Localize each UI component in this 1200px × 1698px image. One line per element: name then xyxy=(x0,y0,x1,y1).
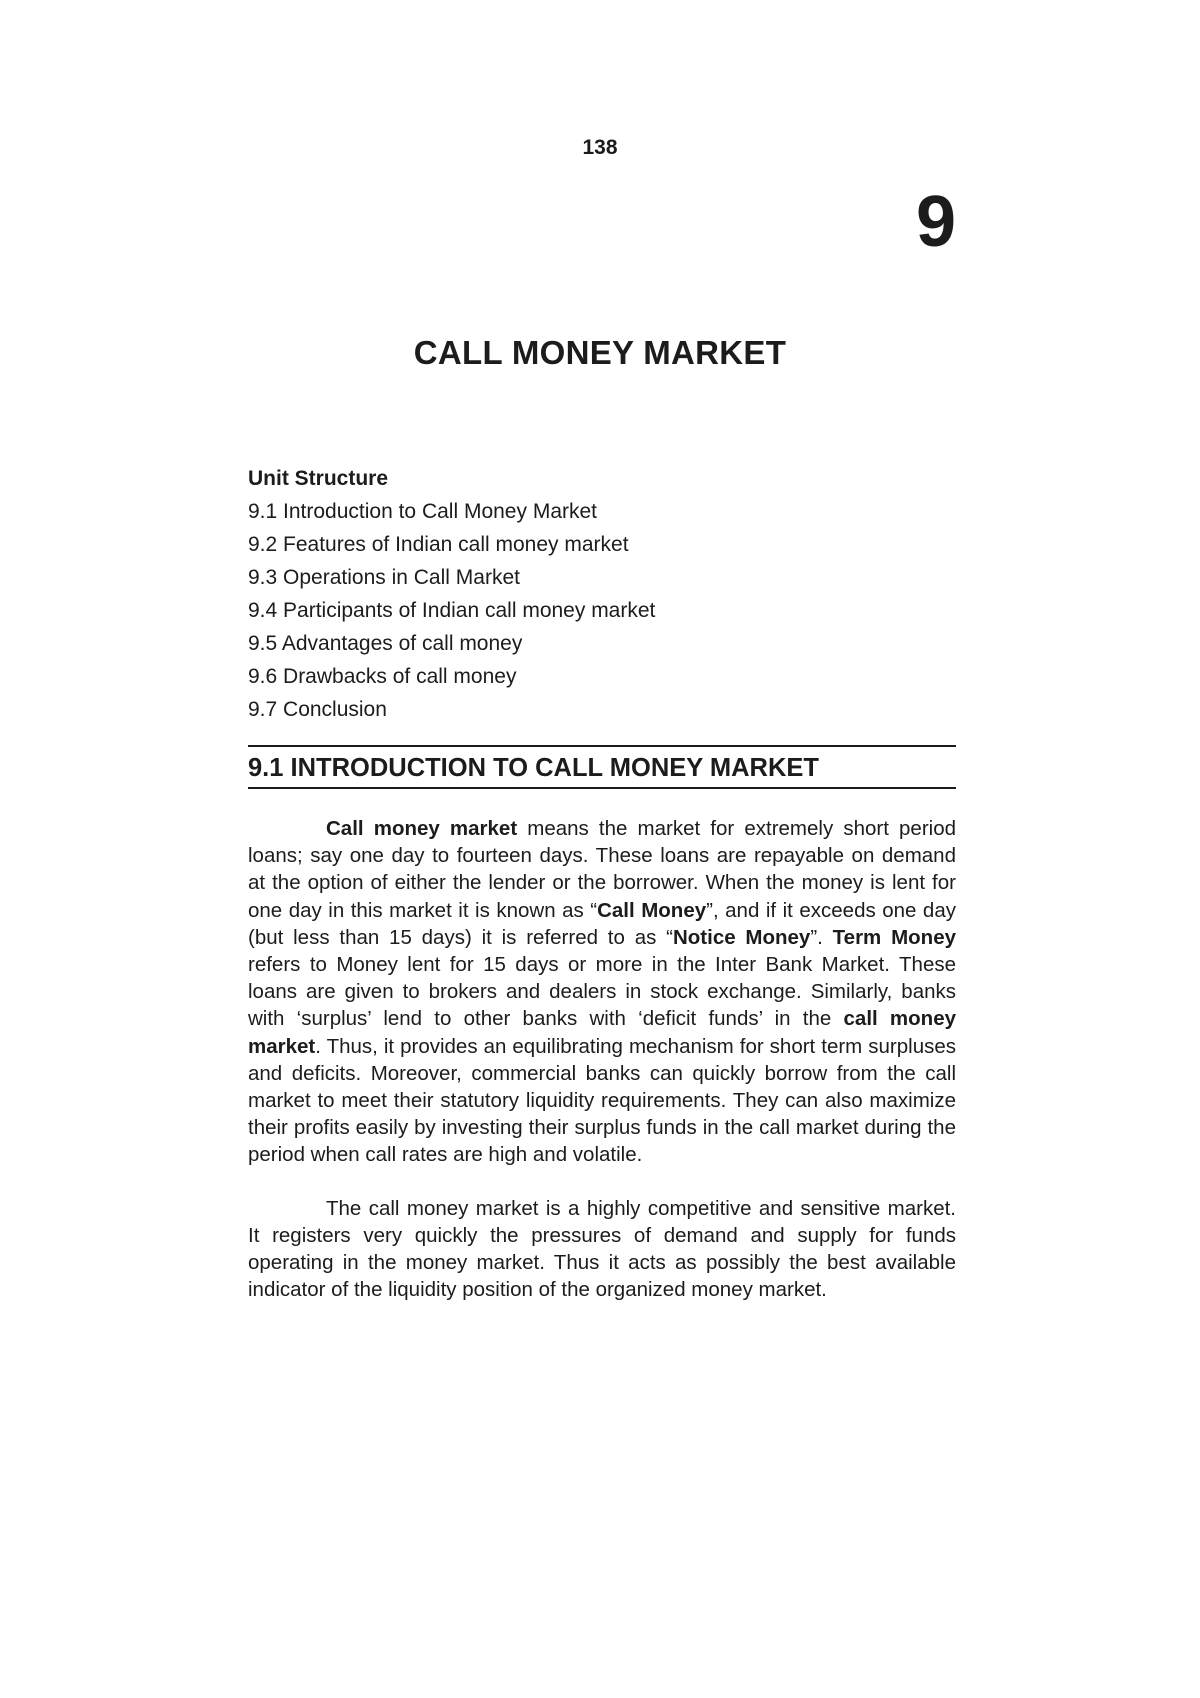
section-heading: 9.1 INTRODUCTION TO CALL MONEY MARKET xyxy=(248,745,956,789)
paragraph-text: refers to Money lent for 15 days or more in the Inter Bank Market. These loans are given to brokers and dealers in stock exchange. Similarly, banks with ‘surplus’ lend to other banks with ‘deficit funds’ in the xyxy=(248,953,956,1031)
bold-term: Notice Money xyxy=(672,925,811,949)
paragraph-text: ”, and if it exceeds one day (but less than 15 days) it is referred to as “ xyxy=(248,898,956,949)
paragraph-text: ”. xyxy=(810,925,833,949)
body-paragraph xyxy=(248,815,956,1169)
unit-structure-item: 9.1 Introduction to Call Money Market xyxy=(248,500,598,523)
unit-structure-item: 9.7 Conclusion xyxy=(248,698,387,721)
unit-structure-item: 9.6 Drawbacks of call money xyxy=(248,665,517,688)
paragraph-text: . Thus, it provides an equilibrating mechanism for short term surpluses and deficits. Moreover, commercial banks can quickly borrow from the call market to meet their statutory liquidity requirements. They can also maximize their profits easily by investing their surplus funds in the call market during the period when call rates are high and volatile. xyxy=(248,1034,956,1167)
unit-structure-item: 9.5 Advantages of call money xyxy=(248,632,523,655)
chapter-number: 9 xyxy=(915,182,956,262)
unit-structure-item: 9.3 Operations in Call Market xyxy=(248,566,520,589)
paragraph-text: means the market for extremely short period loans; say one day to fourteen days. These loans are repayable on demand at the option of either the lender or the borrower. When the money is lent for one day in this market it is known as “ xyxy=(248,817,956,922)
bold-term: Call Money xyxy=(597,898,707,922)
unit-structure-list xyxy=(248,495,956,726)
chapter-title: CALL MONEY MARKET xyxy=(413,334,787,371)
body-paragraph: The call money market is a highly competitive and sensitive market. It registers very quickly the pressures of demand and supply for funds operating in the money market. Thus it acts as possibly the best available indicator of the liquidity position of the organized money market. xyxy=(248,1196,956,1302)
unit-structure-heading: Unit Structure xyxy=(248,467,389,490)
unit-structure-item: 9.2 Features of Indian call money market xyxy=(248,533,629,556)
chapter-content xyxy=(248,462,956,1303)
bold-term: call money market xyxy=(248,1007,956,1058)
bold-term: Term Money xyxy=(832,925,956,949)
page-number: 138 xyxy=(582,136,618,159)
bold-term: Call money market xyxy=(326,817,518,840)
unit-structure-item: 9.4 Participants of Indian call money market xyxy=(248,599,656,622)
